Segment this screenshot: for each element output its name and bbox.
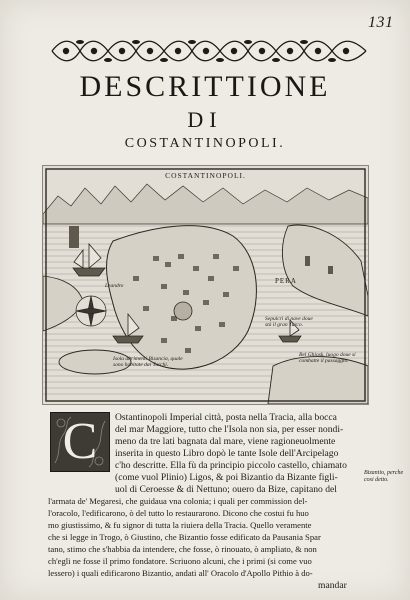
body-text-line: l'oracolo, l'edificarono, ò del tutto lo restaurarono. Dicono che costui fu huo (48, 508, 309, 518)
body-text-line: ch'egli ne fosse il primo fondatore. Scriuono alcuni, che i primi (si come vuo (48, 556, 312, 566)
map-engraving (42, 165, 369, 405)
body-text-line: uol di Ceroesse & di Nettuno; ouero da Bize, capitano del (115, 484, 337, 495)
page-number: 131 (368, 14, 394, 31)
subtitle-city: COSTANTINOPOLI. (124, 136, 286, 151)
body-text-line: l'armata de' Megaresi, che guidaua vna colonia; i quali per commission del- (48, 496, 308, 506)
body-text-line: meno da tre lati bagnata dal mare, viene ragioneuolmente (115, 436, 336, 447)
map-label-pera: PERA (275, 277, 297, 285)
body-text-line: inserita in questo Libro dopò le tante Isole dell'Arcipelago (115, 448, 339, 459)
map-illustration (43, 166, 368, 404)
map-title: COSTANTINOPOLI. (165, 171, 246, 180)
body-text-line: (come vuol Plinio) Ligos, & poi Bizantio da Bizante figli- (115, 472, 338, 483)
map-label-right-small: Sepulcri di nave doue stà il gran Turco. (265, 316, 313, 328)
subtitle-prefix: DI (187, 107, 223, 132)
margin-note: Bizantio, perche cosi detto. (364, 470, 404, 483)
drop-cap (50, 412, 110, 472)
body-text-line: lessero) i quali edificarono Bizantio, andati all' Oracolo d'Apollo Pithio à do- (48, 568, 313, 578)
catchword: mandar (318, 580, 347, 591)
body-text-line: del mar Maggiore, tutto che l'Isola non sia, per esser nondi- (115, 424, 344, 435)
body-text-line: tano, stimo che s'habbia da intendere, che fosse, ò rinouato, ò ampliato, & non (48, 544, 317, 554)
decorative-header-band (50, 36, 368, 66)
map-label-lower-left: Isola altrimenti Bisancia, quale sono habitate dai Turchi. (113, 356, 183, 368)
body-text-line: c'ho descritte. Ella fù da principio piccolo castello, chiamato (115, 460, 347, 471)
page-title: DESCRITTIONE (79, 70, 331, 103)
body-text-line: Ostantinopoli Imperial città, posta nella Tracia, alla bocca (115, 412, 337, 423)
map-label-lower-right: Bel Ghiosk, luogo doue si combatte il passaggio. (299, 352, 356, 364)
body-text-line: che si legge in Trogo, ò Giustino, che Bizantio fosse edificato da Pausania Spar (48, 532, 321, 542)
drop-cap-letter: C (62, 413, 98, 470)
map-label-left-mid: Leandro (105, 283, 124, 289)
body-text-line: mo giustissimo, & fu signor di tutta la riuiera della Tracia. Quello veramente (48, 520, 312, 530)
